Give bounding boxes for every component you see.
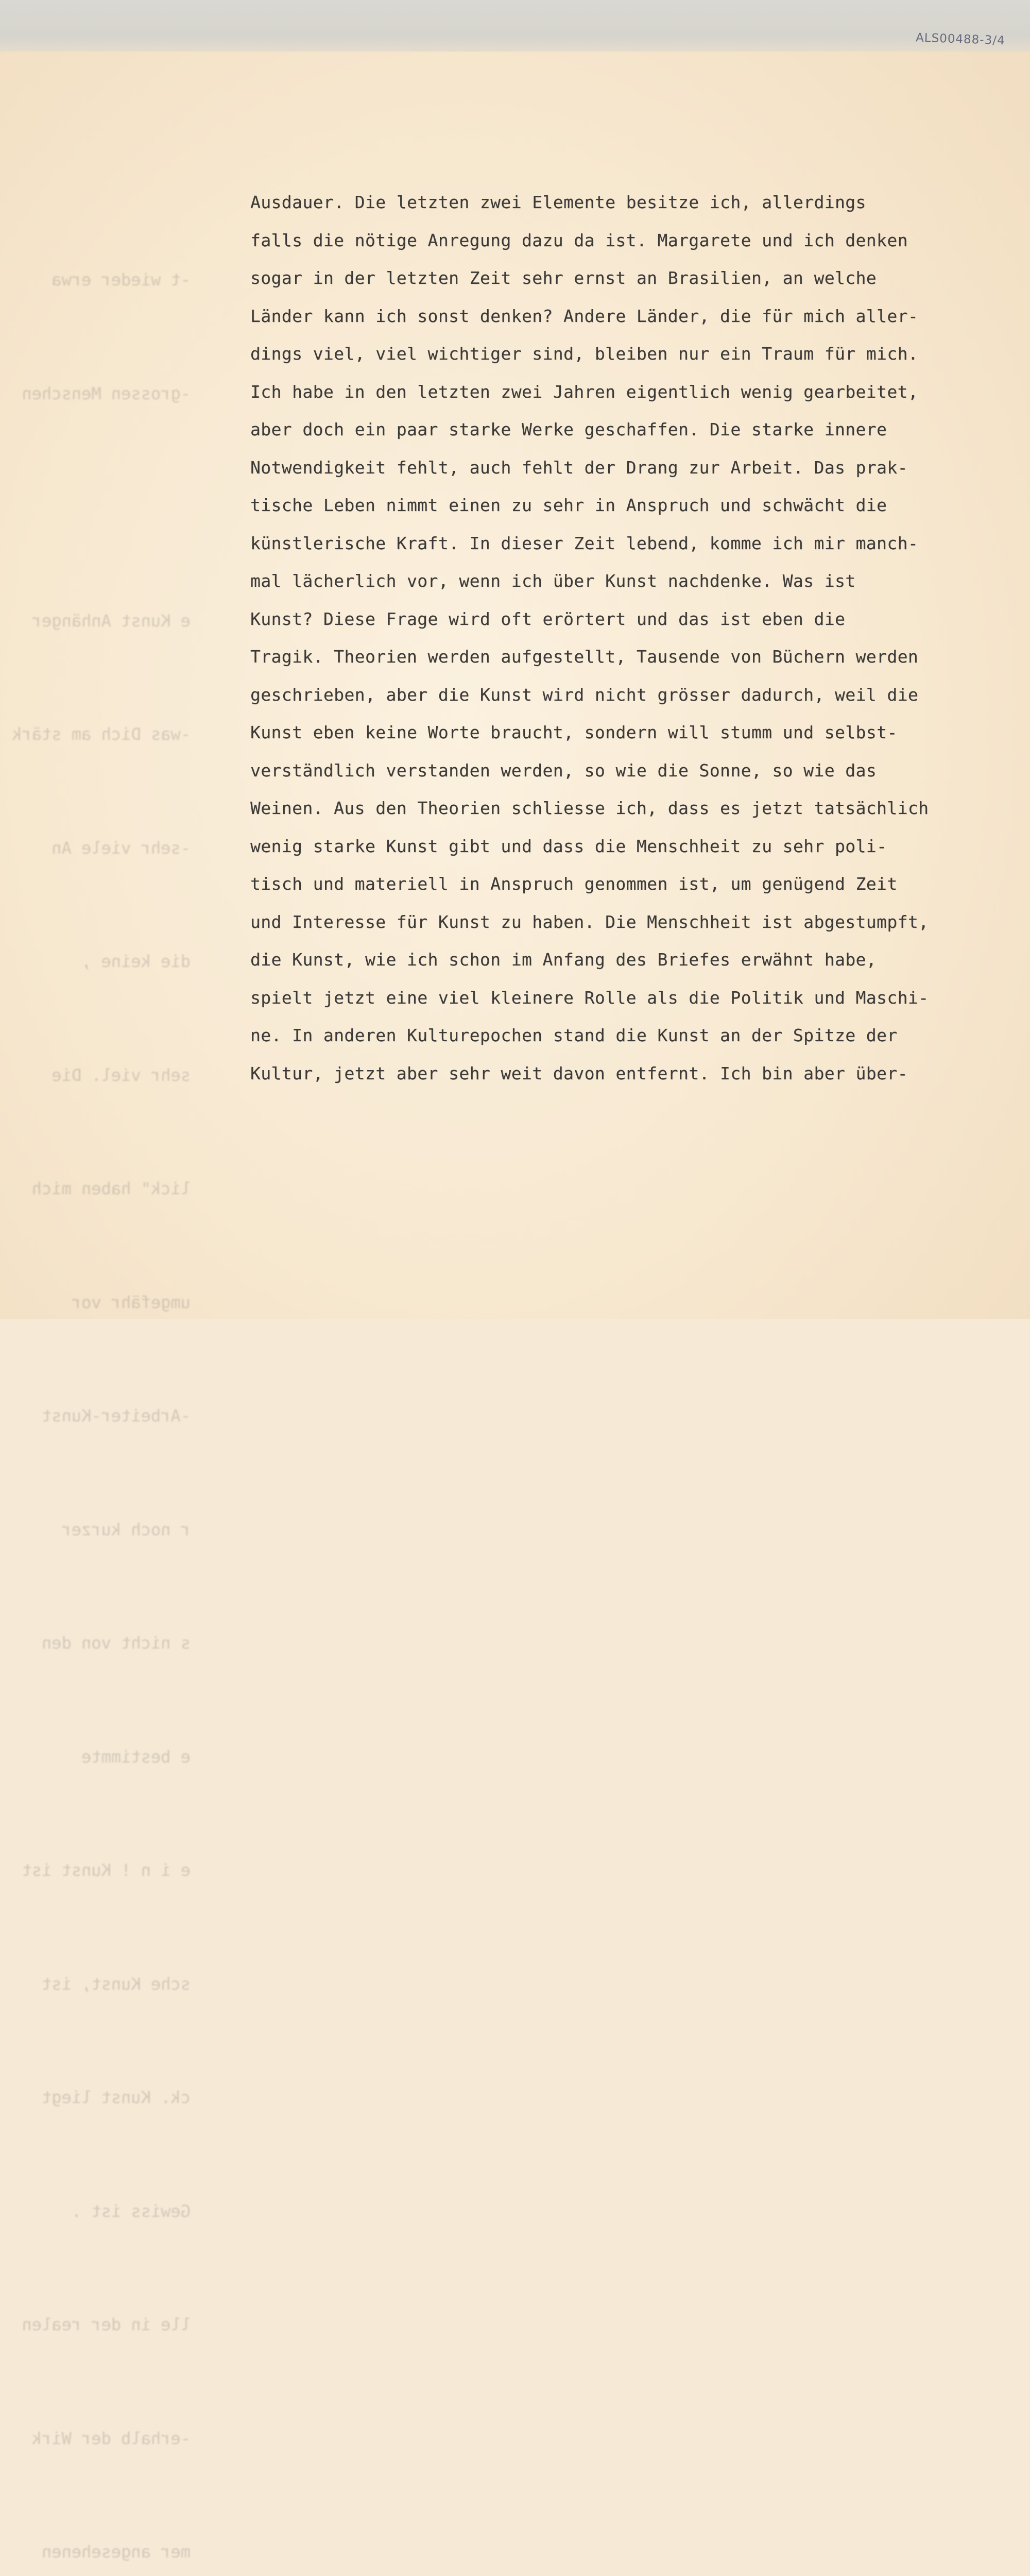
bleed-through-line: e i n ! Kunst ist <box>22 1860 191 1880</box>
bleed-through-line: sehr viel. Die <box>52 1065 191 1085</box>
bleed-through-line: was Dich am stärk- <box>12 724 191 744</box>
bleed-through-line: s nicht von den <box>42 1633 191 1653</box>
text-line: dings viel, viel wichtiger sind, bleiben nur ein Traum für mich. <box>250 344 919 364</box>
text-line: sogar in der letzten Zeit sehr ernst an Brasilien, an welche <box>250 268 877 288</box>
bleed-through-line: sche Kunst, ist <box>42 1974 191 1994</box>
text-line: die Kunst, wie ich schon im Anfang des Briefes erwähnt habe, <box>250 950 877 970</box>
text-line: geschrieben, aber die Kunst wird nicht grösser dadurch, weil die <box>250 684 919 705</box>
scan-top-strip <box>0 0 1030 52</box>
text-line: Kultur, jetzt aber sehr weit davon entfernt. Ich bin aber über- <box>250 1063 908 1083</box>
text-line: spielt jetzt eine viel kleinere Rolle als die Politik und Maschi- <box>250 987 929 1008</box>
bleed-through-line: , die keine <box>81 952 191 971</box>
text-line: und Interesse für Kunst zu haben. Die Menschheit ist abgestumpft, <box>250 911 929 932</box>
bleed-through-line: t wieder erwa- <box>52 270 191 290</box>
bleed-through-line: umgefähr vor <box>71 1292 191 1312</box>
text-line: wenig starke Kunst gibt und dass die Menschheit zu sehr poli- <box>250 836 887 856</box>
bleed-through-line: r noch kurzer <box>61 1519 191 1539</box>
text-line: Weinen. Aus den Theorien schliesse ich, dass es jetzt tatsächlich <box>250 798 929 818</box>
bleed-through-line: e bestimmte <box>81 1747 191 1767</box>
text-line: Kunst eben keine Worte braucht, sondern will stumm und selbst- <box>250 722 898 742</box>
bleed-through-line: mer angesehenen <box>42 2542 191 2562</box>
text-line: aber doch ein paar starke Werke geschaffen. Die starke innere <box>250 419 887 439</box>
bleed-through-line: lle in der realen <box>22 2315 191 2334</box>
archive-id: ALS00488-3/4 <box>915 31 1006 48</box>
bleed-through-line: Arbeiter-Kunst- <box>42 1406 191 1426</box>
text-line: ne. In anderen Kulturepochen stand die Kunst an der Spitze der <box>250 1025 898 1045</box>
text-line: mal lächerlich vor, wenn ich über Kunst nachdenke. Was ist <box>250 571 856 591</box>
bleed-through-line: ck. Kunst liegt <box>42 2088 191 2107</box>
bleed-through-line: erhalb der Wirk- <box>31 2428 191 2448</box>
text-line: Ausdauer. Die letzten zwei Elemente besitze ich, allerdings <box>250 192 866 212</box>
bleed-through-line: sehr viele An- <box>52 838 191 858</box>
text-line: tisch und materiell in Anspruch genommen ist, um genügend Zeit <box>250 874 898 894</box>
text-line: falls die nötige Anregung dazu da ist. Margarete und ich denken <box>250 230 908 250</box>
text-line: Notwendigkeit fehlt, auch fehlt der Drang zur Arbeit. Das prak- <box>250 457 908 478</box>
text-line: Kunst? Diese Frage wird oft erörtert und das ist eben die <box>250 608 846 629</box>
text-line: Tragik. Theorien werden aufgestellt, Tausende von Büchern werden <box>250 647 919 667</box>
text-line: künstlerische Kraft. In dieser Zeit lebend, komme ich mir manch- <box>250 533 919 553</box>
bleed-through-line: . Gewiss ist <box>71 2201 191 2221</box>
bleed-through-line: grossen Menschen- <box>22 383 191 403</box>
bleed-through-text <box>0 185 247 2576</box>
typed-letter-body <box>250 183 1018 1092</box>
text-line: Ich habe in den letzten zwei Jahren eigentlich wenig gearbeitet, <box>250 381 919 402</box>
text-line: verständlich verstanden werden, so wie die Sonne, so wie das <box>250 760 877 781</box>
bleed-through-line <box>0 488 247 527</box>
bleed-through-line: lick" haben mich <box>31 1179 191 1198</box>
bleed-through-line: e Kunst Anhänger <box>31 611 191 631</box>
text-line: tische Leben nimmt einen zu sehr in Anspruch und schwächt die <box>250 495 887 515</box>
text-line: Länder kann ich sonst denken? Andere Länder, die für mich aller- <box>250 306 919 326</box>
